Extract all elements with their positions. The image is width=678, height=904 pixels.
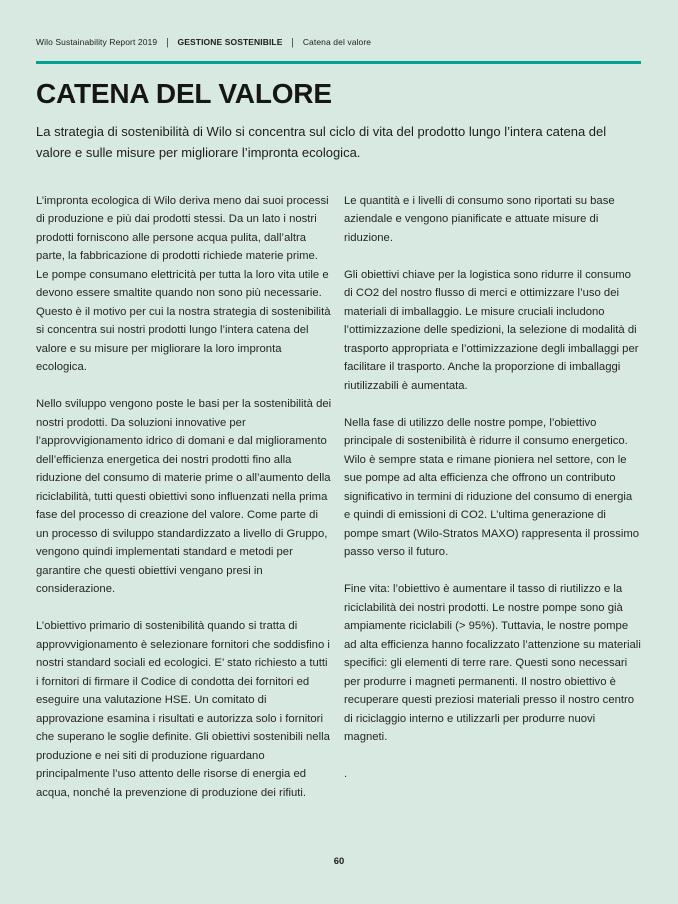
text-column-right bbox=[344, 192, 641, 821]
body-paragraph: Le quantità e i livelli di consumo sono riportati su base aziendale e vengono pianificate e attuate misure di riduzione. bbox=[344, 194, 615, 244]
header-separator: | bbox=[166, 36, 169, 48]
header-subsection: Catena del valore bbox=[302, 37, 372, 47]
body-paragraph: Nello sviluppo vengono poste le basi per la sostenibilità dei nostri prodotti. Da soluzioni innovative per l’approvvigionamento idrico di domani e dal miglioramento dell’efficienza energetica dei nostri prodotti fino alla riduzione del consumo di materie prime o all’aumento della riciclabilità, tutti questi obiettivi sono influenzati nella prima fase del processo di creazione del valore. Come parte di un processo di sviluppo standardizzato a livello di Gruppo, vengono quindi implementati standard e metodi per garantire che questi obiettivi vengano presi in considerazione. bbox=[36, 398, 332, 595]
body-paragraph: . bbox=[344, 768, 348, 780]
report-title: Wilo Sustainability Report 2019 bbox=[36, 37, 158, 47]
body-paragraph: Gli obiettivi chiave per la logistica sono ridurre il consumo di CO2 del nostro flusso di merci e ottimizzare l’uso dei materiali di imballaggio. Le misure cruciali includono l’ottimizzazione delle spedizioni, la selezione di modalità di trasporto appropriata e l’ottimizzazione degli imballaggi per facilitare il trasporto. Anche la proporzione di imballaggi riutilizzabili è aumentata. bbox=[344, 268, 639, 392]
header-section: GESTIONE SOSTENIBILE bbox=[177, 37, 283, 47]
text-column-left bbox=[36, 192, 333, 821]
body-paragraph: Nella fase di utilizzo delle nostre pompe, l’obiettivo principale di sostenibilità è ridurre il consumo energetico. Wilo è sempre stata e rimane pioniera nel settore, con le sue pompe ad alta efficienza che offrono un contributo significativo in termini di riduzione del consumo di energia e quindi di emissioni di CO2. L’ultima generazione di pompe smart (Wilo-Stratos MAXO) rappresenta il prossimo passo verso il futuro. bbox=[344, 416, 640, 558]
body-columns bbox=[36, 192, 641, 821]
header-separator: | bbox=[291, 36, 294, 48]
page-title: CATENA DEL VALORE bbox=[36, 77, 332, 109]
running-header bbox=[36, 37, 641, 47]
page-content bbox=[36, 0, 641, 821]
body-paragraph: L’obiettivo primario di sostenibilità quando si tratta di approvvigionamento è selezionare fornitori che soddisfino i nostri standard sociali ed ecologici. E’ stato richiesto a tutti i fornitori di firmare il Codice di condotta dei fornitori ed eseguire una valutazione HSE. Un comitato di approvazione esamina i risultati e autorizza solo i fornitori che superano le soglie definite. Gli obiettivi sostenibili nella produzione e nei siti di produzione riguardano principalmente l’uso attento delle risorse di energia ed acqua, nonché la prevenzione di produzione dei rifiuti. bbox=[36, 620, 330, 799]
body-paragraph: Fine vita: l’obiettivo è aumentare il tasso di riutilizzo e la riciclabilità dei nostri prodotti. Le nostre pompe sono già ampiamente riciclabili (> 95%). Tuttavia, le nostre pompe ad alta efficienza hanno focalizzato l’attenzione su materiali specifici: gli elementi di terre rare. Questi sono necessari per produrre i magneti permanenti. Il nostro obiettivo è recuperare questi preziosi materiali presso il nostro centro di riciclaggio interno e utilizzarli per produrre nuovi magneti. bbox=[344, 583, 641, 743]
page-number: 60 bbox=[333, 856, 345, 867]
header-rule bbox=[36, 61, 641, 64]
body-paragraph: L’impronta ecologica di Wilo deriva meno dai suoi processi di produzione e più dai prodotti stessi. Da un lato i nostri prodotti forniscono alle persone acqua pulita, dall’altra parte, la fabbricazione di prodotti richiede materie prime. Le pompe consumano elettricità per tutta la loro vita utile e devono essere smaltite quando non sono più necessarie. Questo è il motivo per cui la nostra strategia di sostenibilità si concentra sui nostri prodotti lungo l’intera catena del valore e su misure per migliorare la loro impronta ecologica. bbox=[36, 194, 331, 373]
intro-paragraph: La strategia di sostenibilità di Wilo si concentra sul ciclo di vita del prodotto lungo l’intera catena del valore e sulle misure per migliorare l’impronta ecologica. bbox=[36, 123, 607, 160]
